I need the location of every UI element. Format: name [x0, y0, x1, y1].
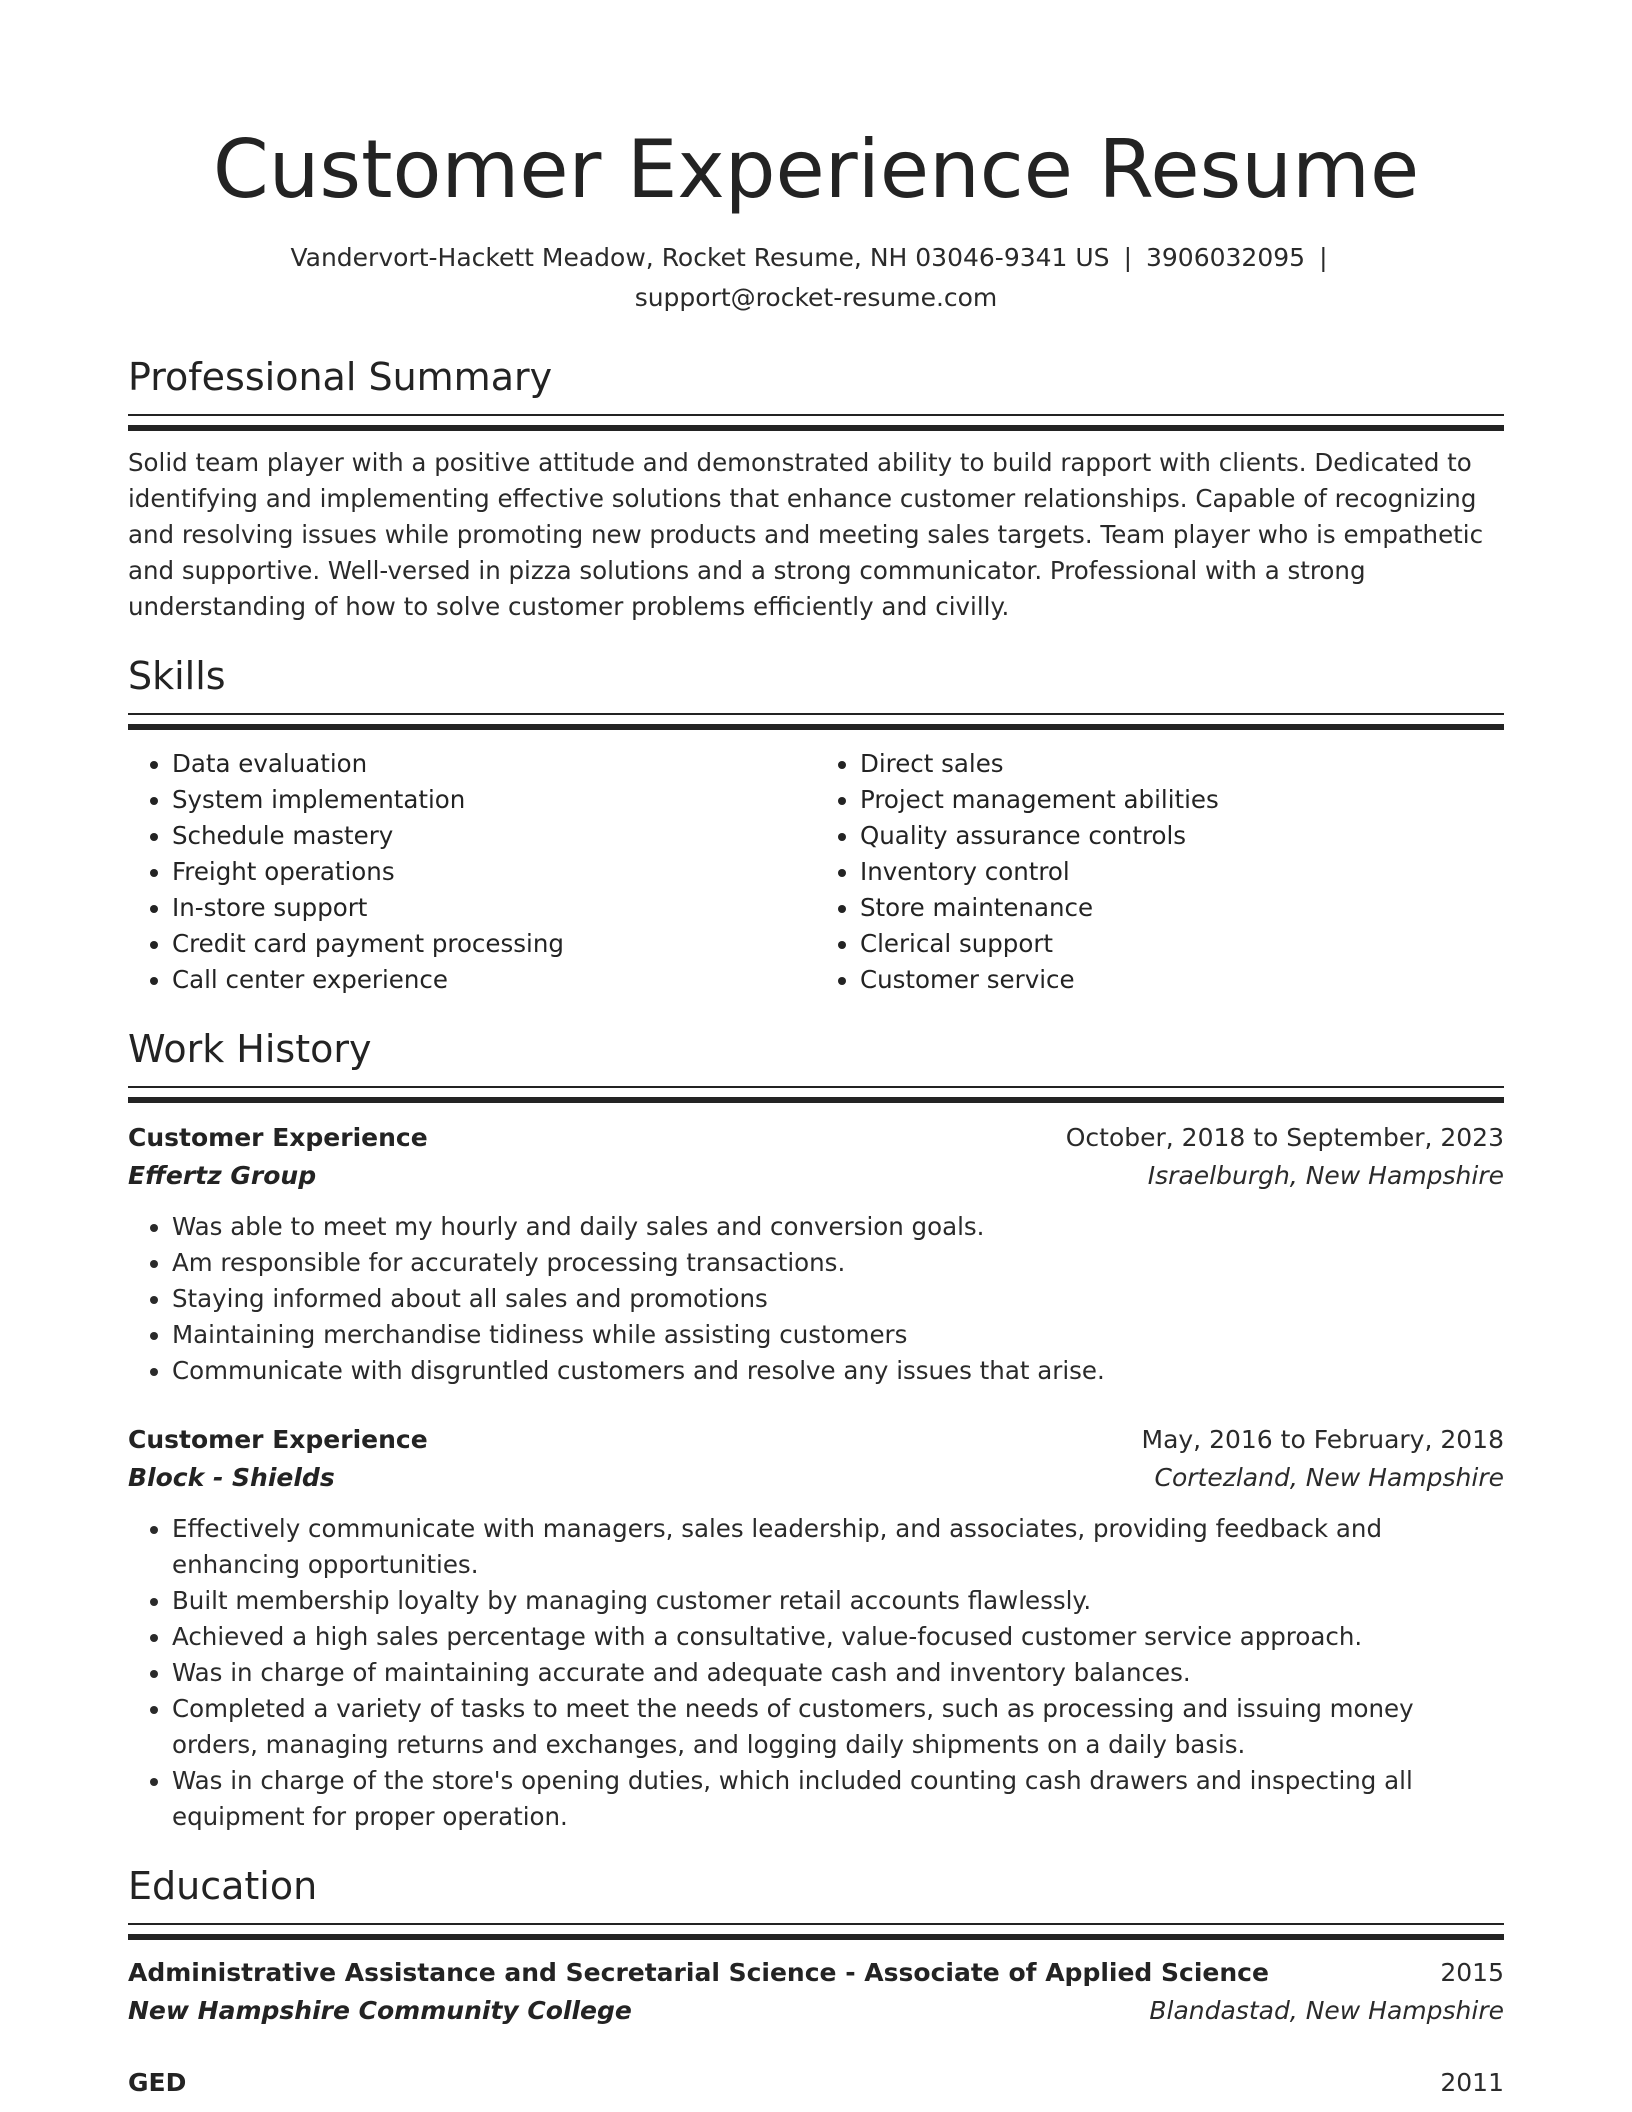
- contact-address: Vandervort-Hackett Meadow, Rocket Resume, NH 03046-9341 US: [290, 243, 1110, 272]
- skill-item: • Store maintenance: [860, 890, 1504, 926]
- resume-page: [128, 0, 1504, 2102]
- skill-item: • Schedule mastery: [172, 818, 816, 854]
- education-header: [128, 2064, 1504, 2102]
- job-location: Cortezland, New Hampshire: [1154, 1463, 1504, 1492]
- skill-item: • System implementation: [172, 782, 816, 818]
- job-company: Block - Shields: [128, 1463, 335, 1492]
- resume-title: Customer Experience Resume: [212, 123, 1420, 216]
- section-heading-work: Work History: [128, 1027, 372, 1071]
- education-year: 2011: [1440, 2068, 1504, 2097]
- summary-text: Solid team player with a positive attitude and demonstrated ability to build rapport with clients. Dedicated to identifying and implementing effective solutions that enhance customer relationships. Capable of recognizing and resolving issues while promoting new products and meeting sales targets. Team player who is empathetic and supportive. Well-versed in pizza solutions and a strong communicator. Professional with a strong understanding of how to solve customer problems efficiently and civilly.: [128, 448, 1484, 621]
- education-degree: Administrative Assistance and Secretarial Science - Associate of Applied Science: [128, 1958, 1269, 1987]
- section-divider: [128, 713, 1504, 730]
- skill-item: • In-store support: [172, 890, 816, 926]
- job-location: Israelburgh, New Hampshire: [1147, 1161, 1504, 1190]
- job-bullets: [128, 1209, 1504, 1389]
- job-bullet: • Was in charge of the store's opening duties, which included counting cash drawers and inspecting all equipment for proper operation.: [172, 1763, 1504, 1835]
- contact-info: [128, 238, 1504, 318]
- skills-columns: [128, 746, 1504, 998]
- job-entry: [128, 1421, 1504, 1835]
- job-bullet: • Effectively communicate with managers, sales leadership, and associates, providing feedback and enhancing opportunities.: [172, 1511, 1504, 1583]
- work-history-section: [128, 1024, 1504, 1835]
- section-divider: [128, 1923, 1504, 1940]
- education-degree: GED: [128, 2068, 187, 2097]
- education-location: Blandastad, New Hampshire: [1149, 1996, 1504, 2025]
- job-header: [128, 1119, 1504, 1157]
- contact-separator: |: [1319, 243, 1328, 272]
- job-bullet: • Communicate with disgruntled customers and resolve any issues that arise.: [172, 1353, 1504, 1389]
- job-bullet: • Was able to meet my hourly and daily sales and conversion goals.: [172, 1209, 1504, 1245]
- job-bullet: • Staying informed about all sales and promotions: [172, 1281, 1504, 1317]
- skill-item: • Clerical support: [860, 926, 1504, 962]
- skill-item: • Data evaluation: [172, 746, 816, 782]
- skill-item: • Credit card payment processing: [172, 926, 816, 962]
- summary-section: [128, 352, 1504, 625]
- skill-item: • Direct sales: [860, 746, 1504, 782]
- skill-item: • Customer service: [860, 962, 1504, 998]
- job-subheader: [128, 1157, 1504, 1195]
- job-dates: May, 2016 to February, 2018: [1141, 1425, 1504, 1454]
- skills-list-left: [128, 746, 816, 998]
- education-year: 2015: [1440, 1958, 1504, 1987]
- section-divider: [128, 414, 1504, 431]
- job-title: Customer Experience: [128, 1425, 428, 1454]
- education-header: [128, 1954, 1504, 1992]
- skills-list-right: [816, 746, 1504, 998]
- job-bullet: • Built membership loyalty by managing customer retail accounts flawlessly.: [172, 1583, 1504, 1619]
- job-bullet: • Completed a variety of tasks to meet the needs of customers, such as processing and issuing money orders, managing returns and exchanges, and logging daily shipments on a daily basis.: [172, 1691, 1504, 1763]
- section-heading-summary: Professional Summary: [128, 355, 553, 399]
- job-bullet: • Maintaining merchandise tidiness while assisting customers: [172, 1317, 1504, 1353]
- contact-phone: 3906032095: [1146, 243, 1306, 272]
- skill-item: • Call center experience: [172, 962, 816, 998]
- job-dates: October, 2018 to September, 2023: [1065, 1123, 1504, 1152]
- job-subheader: [128, 1459, 1504, 1497]
- section-heading-education: Education: [128, 1864, 318, 1908]
- education-entry: [128, 2064, 1504, 2102]
- skills-section: [128, 651, 1504, 998]
- job-bullets: [128, 1511, 1504, 1835]
- education-school: New Hampshire Community College: [128, 1996, 632, 2025]
- job-bullet: • Was in charge of maintaining accurate and adequate cash and inventory balances.: [172, 1655, 1504, 1691]
- job-bullet: • Am responsible for accurately processing transactions.: [172, 1245, 1504, 1281]
- skill-item: • Freight operations: [172, 854, 816, 890]
- section-heading-skills: Skills: [128, 654, 226, 698]
- job-entry: [128, 1119, 1504, 1389]
- education-section: [128, 1861, 1504, 2102]
- skill-item: • Quality assurance controls: [860, 818, 1504, 854]
- skill-item: • Inventory control: [860, 854, 1504, 890]
- job-header: [128, 1421, 1504, 1459]
- education-subheader: [128, 1992, 1504, 2030]
- skill-item: • Project management abilities: [860, 782, 1504, 818]
- section-divider: [128, 1086, 1504, 1103]
- job-title: Customer Experience: [128, 1123, 428, 1152]
- education-entry: [128, 1954, 1504, 2030]
- job-bullet: • Achieved a high sales percentage with a consultative, value-focused customer service approach.: [172, 1619, 1504, 1655]
- job-company: Effertz Group: [128, 1161, 317, 1190]
- contact-separator: |: [1123, 243, 1132, 272]
- contact-email[interactable]: support@rocket-resume.com: [634, 283, 998, 312]
